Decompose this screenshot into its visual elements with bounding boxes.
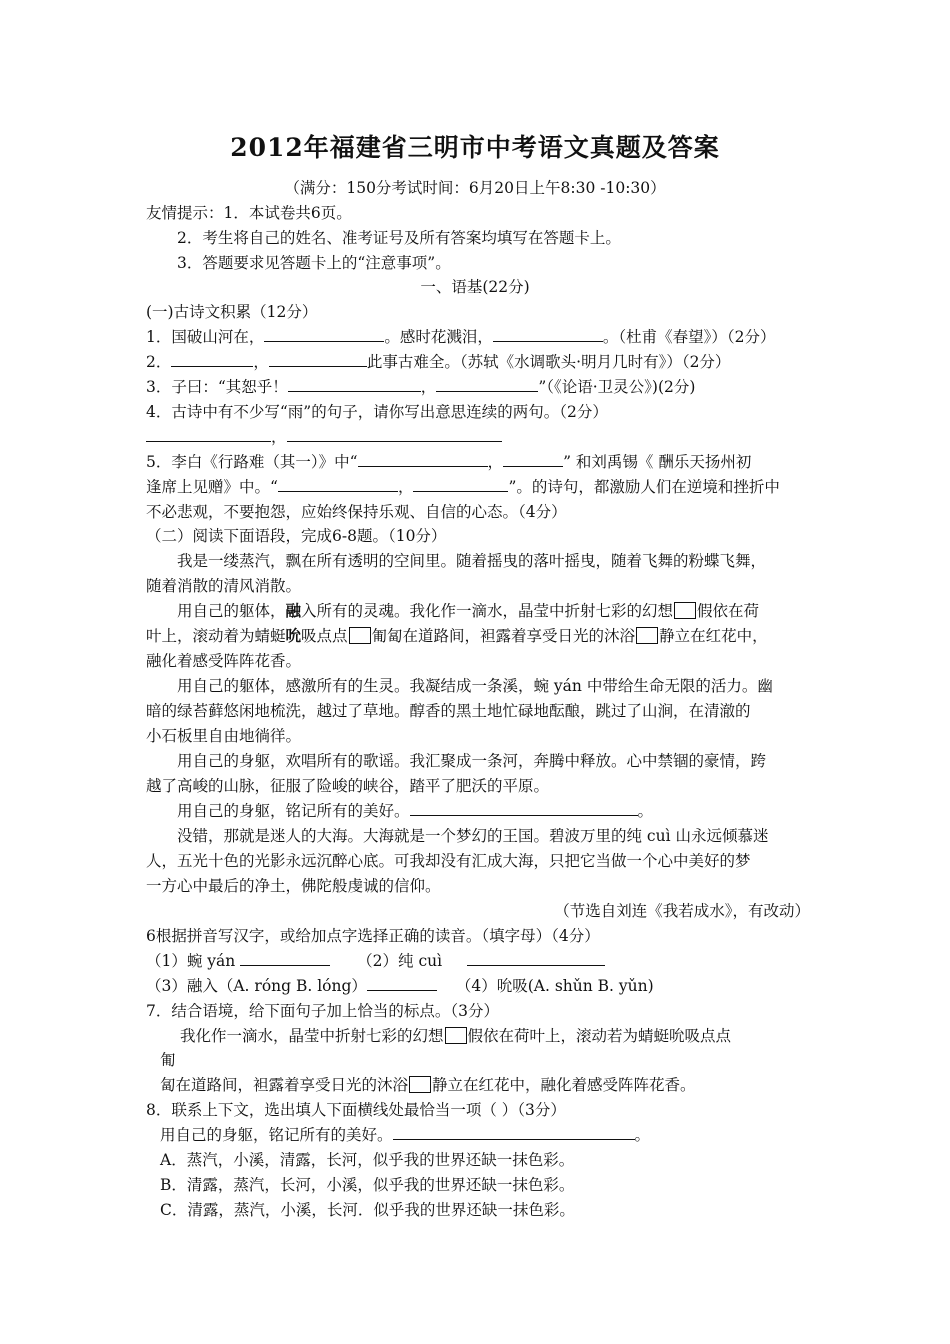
dotted-char: 融	[285, 601, 302, 620]
section-heading: 一、语基(22分)	[420, 278, 530, 296]
option-a[interactable]: A．蒸汽，小溪，清露，长河，似乎我的世界还缺一抹色彩。	[160, 1151, 575, 1169]
answer-blank[interactable]	[393, 1125, 635, 1140]
question-5-line-2: 逢席上见赠》中。“ ， ”。的诗句，都激励人们在逆境和挫折中	[146, 478, 780, 496]
answer-blank[interactable]	[367, 976, 437, 991]
question-5: 5．李白《行路难（其一）》中“ ， ” 和刘禹锡《 酬乐天扬州初	[146, 453, 752, 471]
exam-subtitle: （满分：150分考试时间：6月20日上午8:30 -10:30）	[284, 179, 666, 197]
passage-line: 没错，那就是迷人的大海。大海就是一个梦幻的王国。碧波万里的纯 cuì 山永远倾慕迷	[177, 827, 769, 845]
punctuation-box[interactable]	[445, 1027, 467, 1044]
question-7-sentence: 匍	[160, 1051, 176, 1069]
punctuation-box[interactable]	[349, 627, 371, 644]
answer-blank[interactable]	[288, 377, 421, 392]
passage-line: 随着消散的清风消散。	[146, 577, 302, 595]
question-5-line-3: 不必悲观，不要抱怨，应始终保持乐观、自信的心态。（4分）	[146, 503, 567, 521]
option-c[interactable]: C．清露，蒸汽，小溪，长河．似乎我的世界还缺一抹色彩。	[160, 1201, 575, 1219]
answer-blank[interactable]	[240, 951, 330, 966]
passage-line: 越了高峻的山脉，征服了险峻的峡谷，踏平了肥沃的平原。	[146, 777, 550, 795]
question-6: 6根据拼音写汉字，或给加点字选择正确的读音。（填字母）（4分）	[146, 927, 600, 945]
question-7-sentence: 我化作一滴水，晶莹中折射七彩的幻想 假依在荷叶上，滚动若为蜻蜓吮吸点点	[180, 1027, 732, 1045]
question-7-sentence: 匐在道路间，袒露着享受日光的沐浴 静立在红花中，融化着感受阵阵花香。	[160, 1076, 696, 1094]
passage-line: 用自己的身躯，铭记所有的美好。 。	[177, 802, 654, 820]
answer-blank[interactable]	[269, 352, 367, 367]
answer-blank[interactable]	[503, 452, 563, 467]
passage-line: 用自己的躯体，感激所有的生灵。我凝结成一条溪，蜿 yán 中带给生命无限的活力。幽	[177, 677, 773, 695]
punctuation-box[interactable]	[636, 627, 658, 644]
part-heading-2: （二）阅读下面语段，完成6-8题。（10分）	[146, 527, 447, 545]
question-6-items-2: （3）融入（A. róng B. lóng） （4）吮吸(A. shǔn B. yǔn)	[146, 977, 654, 995]
passage-source: （节选自刘连《我若成水》，有改动）	[554, 902, 810, 920]
punctuation-box[interactable]	[674, 602, 696, 619]
question-8-line: 用自己的身躯，铭记所有的美好。 。	[160, 1126, 651, 1144]
answer-blank[interactable]	[278, 477, 398, 492]
passage-line: 叶上，滚动着为蜻蜓吮吸点点 匍匐在道路间，袒露着享受日光的沐浴 静立在红花中，	[146, 626, 768, 645]
question-2: 2． ， 此事古难全。（苏轼《水调歌头·明月几时有》）（2分）	[146, 353, 731, 371]
tip-1: 友情提示：1．本试卷共6页。	[146, 204, 352, 222]
question-4: 4．古诗中有不少写“雨”的句子，请你写出意思连续的两句。（2分）	[146, 403, 608, 421]
answer-blank[interactable]	[467, 951, 605, 966]
passage-line: 融化着感受阵阵花香。	[146, 652, 302, 670]
passage-line: 用自己的身躯，欢唱所有的歌谣。我汇聚成一条河，奔腾中释放。心中禁锢的豪情，跨	[177, 752, 767, 770]
answer-blank[interactable]	[358, 452, 488, 467]
question-6-items-1: （1）蜿 yán （2）纯 cuì	[146, 951, 605, 971]
question-3: 3．子曰：“其恕乎！ ， ”（《论语·卫灵公》)(2分)	[146, 378, 696, 396]
part-heading-1: (一)古诗文积累（12分）	[146, 303, 318, 321]
tip-2: 2．考生将自己的姓名、准考证号及所有答案均填写在答题卡上。	[177, 229, 621, 247]
page-title: 2012年福建省三明市中考语文真题及答案	[230, 133, 720, 162]
dotted-char: 吮	[285, 626, 302, 645]
answer-blank[interactable]	[264, 327, 384, 342]
question-7: 7．结合语境，给下面句子加上恰当的标点。（3分）	[146, 1002, 499, 1020]
tip-3: 3．答题要求见答题卡上的“注意事项”。	[177, 254, 451, 272]
punctuation-box[interactable]	[409, 1076, 431, 1093]
passage-line: 用自己的躯体，融入所有的灵魂。我化作一滴水，晶莹中折射七彩的幻想 假依在荷	[177, 601, 760, 620]
passage-line: 我是一缕蒸汽，飘在所有透明的空间里。随着摇曳的落叶摇曳，随着飞舞的粉蝶飞舞，	[177, 552, 767, 570]
answer-blank[interactable]	[171, 352, 253, 367]
question-8: 8．联系上下文，选出填人下面横线处最恰当一项（ ）（3分）	[146, 1101, 566, 1119]
answer-blank[interactable]	[410, 801, 638, 816]
passage-line: 暗的绿苔藓悠闲地梳洗，越过了草地。醇香的黑土地忙碌地酝酿，跳过了山涧，在清澈的	[146, 702, 751, 720]
question-4-blanks: ，	[146, 427, 502, 447]
answer-blank[interactable]	[493, 327, 603, 342]
answer-blank[interactable]	[146, 427, 271, 442]
passage-line: 人，五光十色的光影永远沉醉心底。可我却没有汇成大海，只把它当做一个心中美好的梦	[146, 852, 751, 870]
answer-blank[interactable]	[413, 477, 508, 492]
option-b[interactable]: B．清露，蒸汽，长河，小溪，似乎我的世界还缺一抹色彩。	[160, 1176, 575, 1194]
question-1: 1．国破山河在， 。感时花溅泪， 。（杜甫《春望》）（2分）	[146, 328, 776, 346]
answer-blank[interactable]	[436, 377, 538, 392]
passage-line: 小石板里自由地徜徉。	[146, 727, 302, 745]
answer-blank[interactable]	[287, 427, 502, 442]
passage-line: 一方心中最后的净土，佛陀般虔诚的信仰。	[146, 877, 441, 895]
